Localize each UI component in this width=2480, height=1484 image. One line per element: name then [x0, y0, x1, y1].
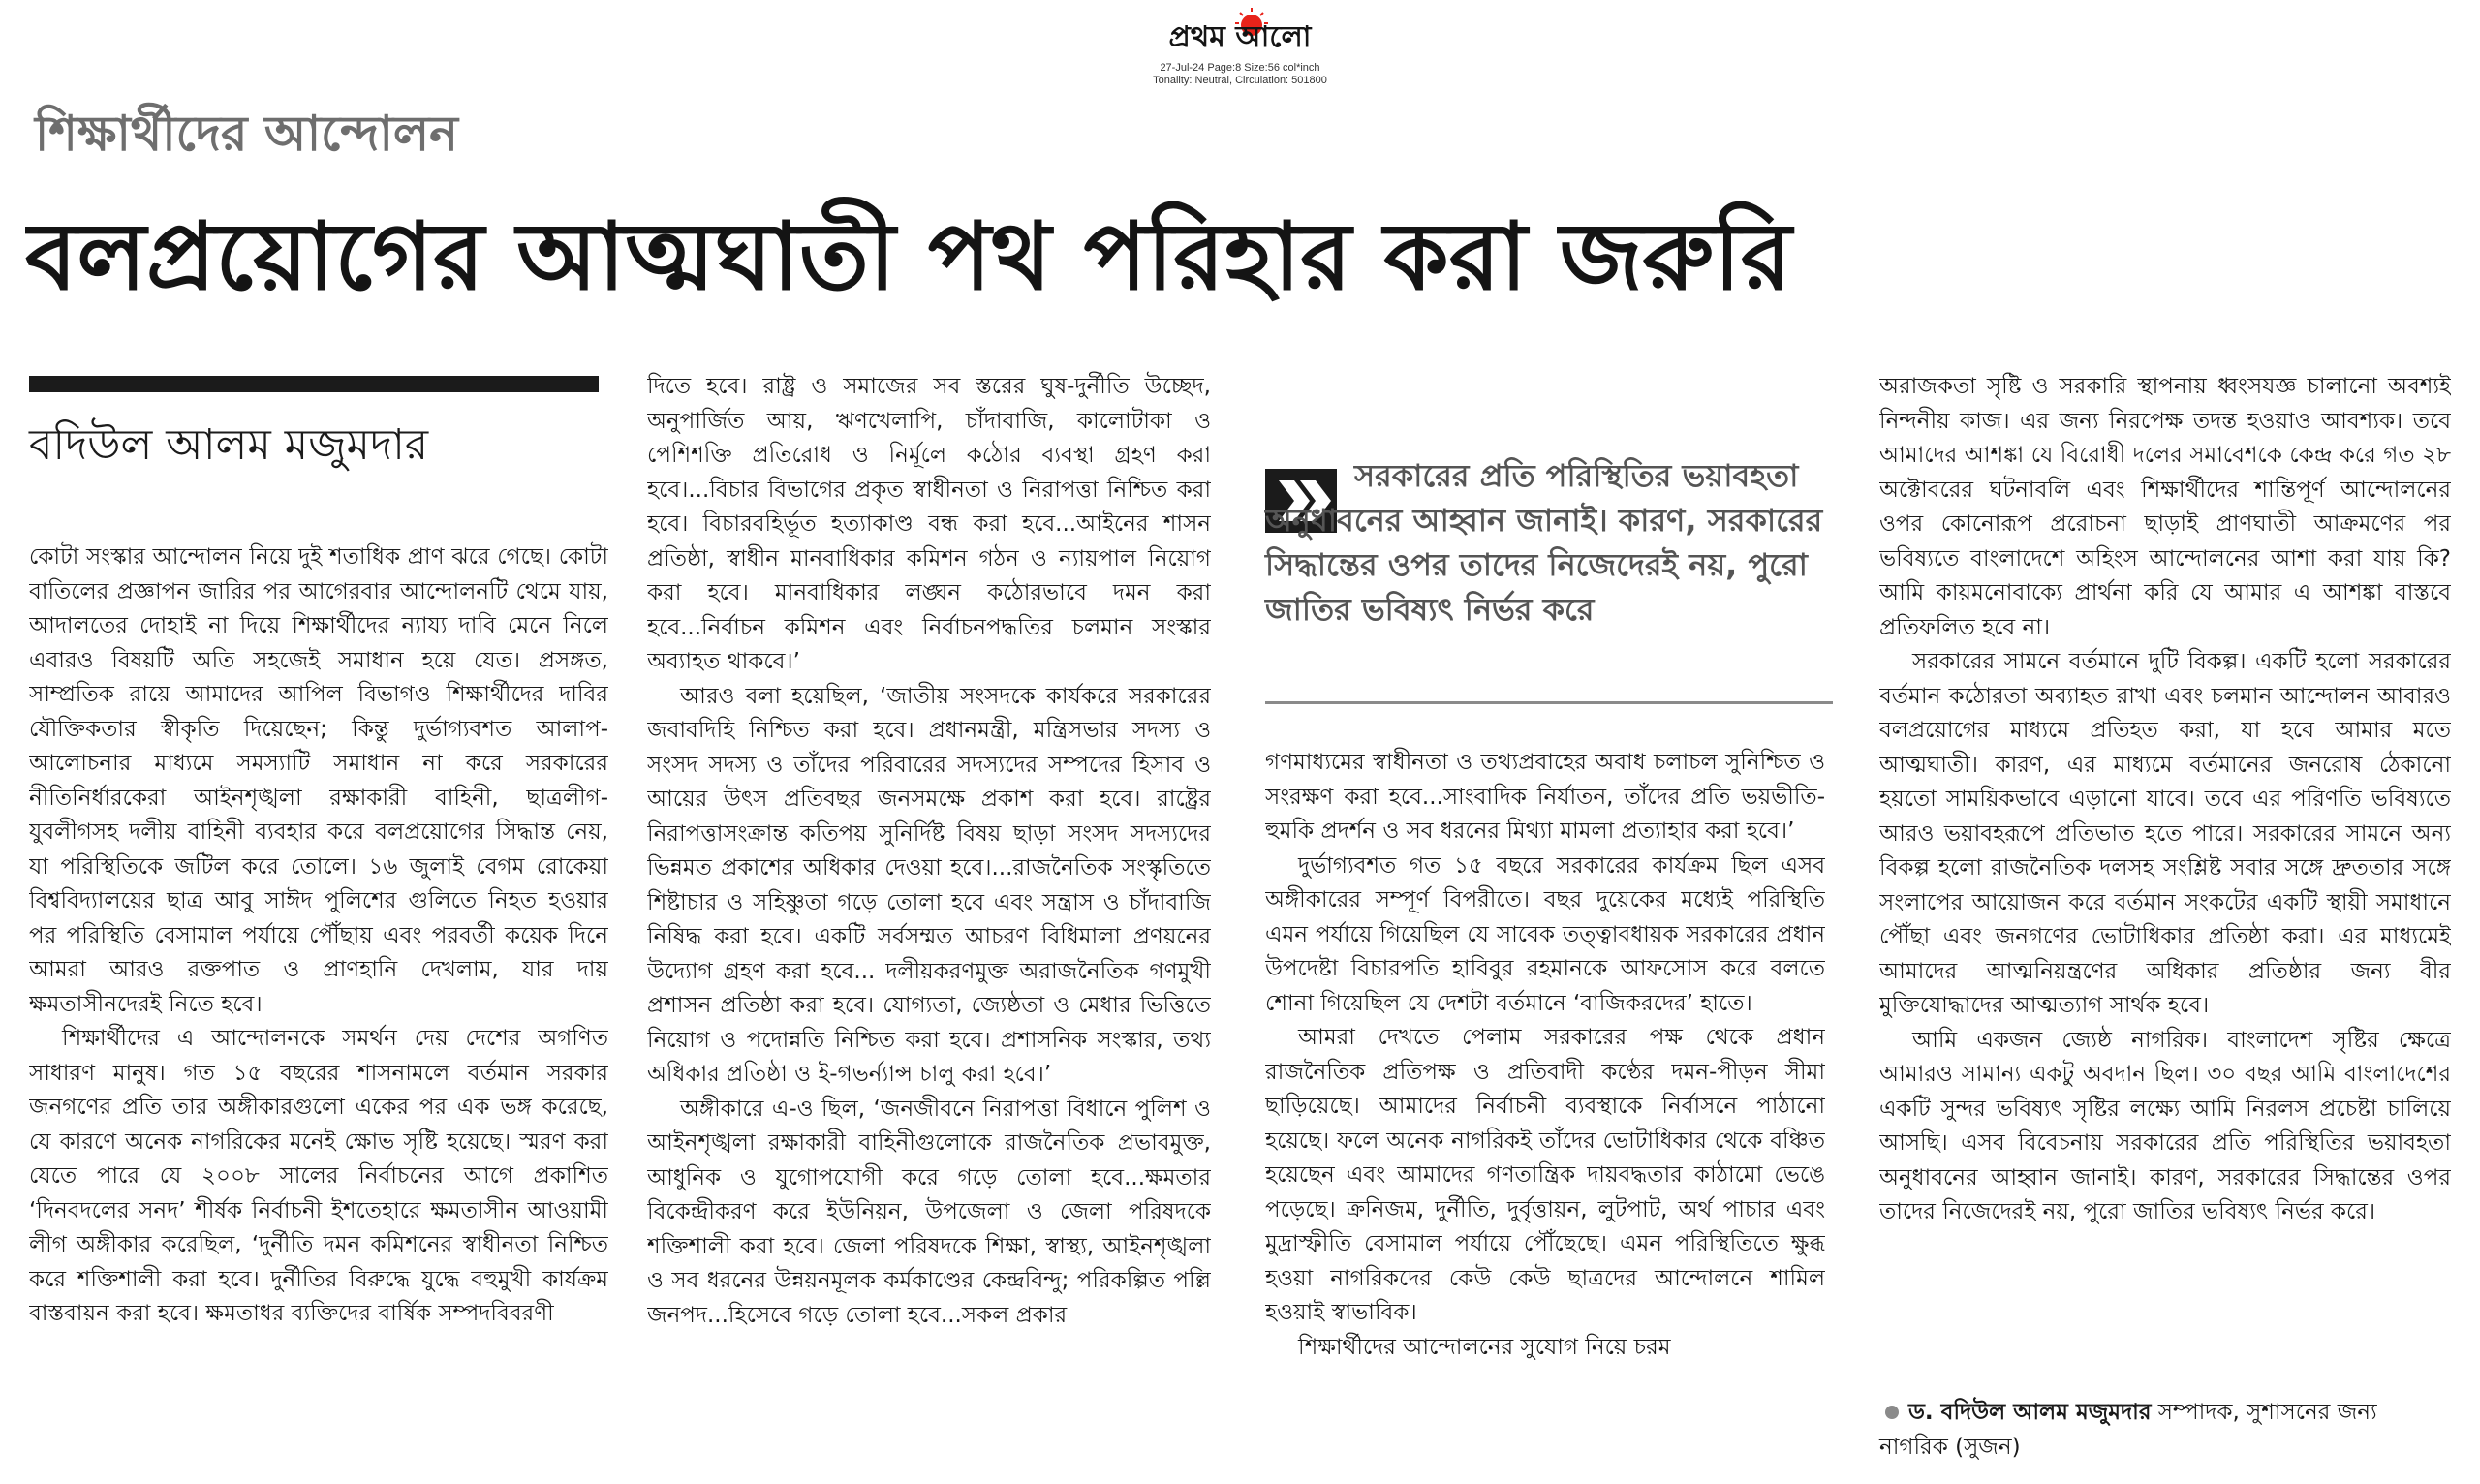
section-kicker: শিক্ষার্থীদের আন্দোলন [35, 106, 458, 162]
clipping-meta: Tonality: Neutral, Circulation: 501800 [1153, 75, 1327, 86]
article-column-3 [1265, 746, 1825, 1474]
paragraph: আমি একজন জ্যেষ্ঠ নাগরিক। বাংলাদেশ সৃষ্টির ক্ষেত্রে আমারও সামান্য একটু অবদান ছিল। ৩০ বছর আমি বাংলাদেশের একটি সুন্দর ভবিষ্যৎ সৃষ্টির লক্ষ্যে আমি নিরলস প্রচেষ্টা চালিয়ে আসছি। এসব বিবেচনায় সরকারের প্রতি পরিস্থিতির ভয়াবহতা অনুধাবনের আহ্বান জানাই। কারণ, সরকারের সিদ্ধান্তের ওপর তাদের নিজেদেরই নয়, পুরো জাতির ভবিষ্যৎ নির্ভর করে। [1879, 1027, 2451, 1224]
paragraph: শিক্ষার্থীদের আন্দোলনের সুযোগ নিয়ে চরম [1298, 1334, 1671, 1360]
article-column-4 [1879, 370, 2451, 1407]
bullet-dot-icon [1885, 1406, 1899, 1419]
byline: বদিউল আলম মজুমদার [29, 420, 429, 470]
author-note [1879, 1395, 2451, 1472]
paragraph: কোটা সংস্কার আন্দোলন নিয়ে দুই শতাধিক প্রাণ ঝরে গেছে। কোটা বাতিলের প্রজ্ঞাপন জারির পর আগেরবার আন্দোলনটি থেমে যায়, আদালতের দোহাই না দিয়ে শিক্ষার্থীদের ন্যায্য দাবি মেনে নিলে এবারও বিষয়টি অতি সহজেই সমাধান হয়ে যেত। প্রসঙ্গত, সাম্প্রতিক রায়ে আমাদের আপিল বিভাগও শিক্ষার্থীদের দাবির যৌক্তিকতার স্বীকৃতি দিয়েছেন; কিন্তু দুর্ভাগ্যবশত আলাপ-আলোচনার মাধ্যমে সমস্যাটি সমাধান না করে সরকারের নীতিনির্ধারকেরা আইনশৃঙ্খলা রক্ষাকারী বাহিনী, ছাত্রলীগ-যুবলীগসহ দলীয় বাহিনী ব্যবহার করে বলপ্রয়োগের সিদ্ধান্ত নেয়, যা পরিস্থিতিকে জটিল করে তোলে। ১৬ জুলাই বেগম রোকেয়া বিশ্ববিদ্যালয়ের ছাত্র আবু সাঈদ পুলিশের গুলিতে নিহত হওয়ার পর পরিস্থিতি বেসামাল পর্যায়ে পৌঁছায় এবং পরবর্তী কয়েক দিনে আমরা আরও রক্তপাত ও প্রাণহানি দেখলাম, যার দায় ক্ষমতাসীনদেরই নিতে হবে। [29, 544, 608, 1017]
article-column-1 [29, 541, 608, 1470]
pull-quote-text: সরকারের প্রতি পরিস্থিতির ভয়াবহতা অনুধাবনের আহ্বান জানাই। কারণ, সরকারের সিদ্ধান্তের ওপর তাদের নিজেদেরই নয়, পুরো জাতির ভবিষ্যৎ নির্ভর করে [1265, 457, 1823, 628]
paragraph: অরাজকতা সৃষ্টি ও সরকারি স্থাপনায় ধ্বংসযজ্ঞ চালানো অবশ্যই নিন্দনীয় কাজ। এর জন্য নিরপেক্ষ তদন্ত হওয়াও আবশ্যক। তবে আমাদের আশঙ্কা যে বিরোধী দলের সমাবেশকে কেন্দ্র করে গত ২৮ অক্টোবরের ঘটনাবলি এবং শিক্ষার্থীদের শান্তিপূর্ণ আন্দোলনের ওপর কোনোরূপ প্ররোচনা ছাড়াই প্রাণঘাতী আক্রমণের পর ভবিষ্যতে বাংলাদেশে অহিংস আন্দোলনের আশা করা যায় কি? আমি কায়মনোবাক্যে প্রার্থনা করি যে আমার এ আশঙ্কা বাস্তবে প্রতিফলিত হবে না। [1879, 374, 2451, 640]
pull-quote-rule [1265, 701, 1833, 704]
author-role: সম্পাদক, সুশাসনের জন্য নাগরিক (সুজন) [1879, 1400, 2377, 1460]
article-column-2 [647, 370, 1211, 1474]
paragraph: গণমাধ্যমের স্বাধীনতা ও তথ্যপ্রবাহের অবাধ চলাচল সুনিশ্চিত ও সংরক্ষণ করা হবে...সাংবাদিক নির্যাতন, তাঁদের প্রতি ভয়ভীতি-হুমকি প্রদর্শন ও সব ধরনের মিথ্যা মামলা প্রত্যাহার করা হবে।’ [1265, 750, 1825, 844]
newspaper-masthead [1066, 4, 1414, 97]
clipping-date: 27-Jul-24 Page:8 Size:56 col*inch [1160, 62, 1320, 74]
prothom-alo-logo [1143, 4, 1337, 58]
author-name: ড. বদিউল আলম মজুমদার [1908, 1400, 2152, 1425]
paragraph: আরও বলা হয়েছিল, ‘জাতীয় সংসদকে কার্যকরে সরকারের জবাবদিহি নিশ্চিত করা হবে। প্রধানমন্ত্রী, মন্ত্রিসভার সদস্য ও সংসদ সদস্য ও তাঁদের পরিবারের সদস্যদের সম্পদের হিসাব ও আয়ের উৎস প্রতিবছর জনসমক্ষে প্রকাশ করা হবে। রাষ্ট্রের নিরাপত্তাসংক্রান্ত কতিপয় সুনির্দিষ্ট বিষয় ছাড়া সংসদ সদস্যদের ভিন্নমত প্রকাশের অধিকার দেওয়া হবে।...রাজনৈতিক সংস্কৃতিতে শিষ্টাচার ও সহিষ্ণুতা গড়ে তোলা হবে এবং সন্ত্রাস ও চাঁদাবাজি নিষিদ্ধ করা হবে। একটি সর্বসম্মত আচরণ বিধিমালা প্রণয়নের উদ্যোগ গ্রহণ করা হবে... দলীয়করণমুক্ত অরাজনৈতিক গণমুখী প্রশাসন প্রতিষ্ঠা করা হবে। যোগ্যতা, জ্যেষ্ঠতা ও মেধার ভিত্তিতে নিয়োগ ও পদোন্নতি নিশ্চিত করা হবে। প্রশাসনিক সংস্কার, তথ্য অধিকার প্রতিষ্ঠা ও ই-গভর্ন্যান্স চালু করা হবে।’ [647, 683, 1211, 1087]
paragraph: শিক্ষার্থীদের এ আন্দোলনকে সমর্থন দেয় দেশের অগণিত সাধারণ মানুষ। গত ১৫ বছরের শাসনামলে বর্তমান সরকার জনগণের প্রতি তার অঙ্গীকারগুলো একের পর এক ভঙ্গ করেছে, যে কারণে অনেক নাগরিকের মনেই ক্ষোভ সৃষ্টি হয়েছে। স্মরণ করা যেতে পারে যে ২০০৮ সালের নির্বাচনের আগে প্রকাশিত ‘দিনবদলের সনদ’ শীর্ষক নির্বাচনী ইশতেহারে ক্ষমতাসীন আওয়ামী লীগ অঙ্গীকার করেছিল, ‘দুর্নীতি দমন কমিশনের স্বাধীনতা নিশ্চিত করে শক্তিশালী করা হবে। দুর্নীতির বিরুদ্ধে যুদ্ধে বহুমুখী কার্যক্রম বাস্তবায়ন করা হবে। ক্ষমতাধর ব্যক্তিদের বার্ষিক সম্পদবিবরণী [29, 1026, 608, 1326]
logo-wordmark: প্রথম আলো [1168, 20, 1312, 54]
headline: বলপ্রয়োগের আত্মঘাতী পথ পরিহার করা জরুরি [25, 202, 1792, 311]
paragraph: অঙ্গীকারে এ-ও ছিল, ‘জনজীবনে নিরাপত্তা বিধানে পুলিশ ও আইনশৃঙ্খলা রক্ষাকারী বাহিনীগুলোকে রাজনৈতিক প্রভাবমুক্ত, আধুনিক ও যুগোপযোগী করে গড়ে তোলা হবে...ক্ষমতার বিকেন্দ্রীকরণ করে ইউনিয়ন, উপজেলা ও জেলা পরিষদকে শক্তিশালী করা হবে। জেলা পরিষদকে শিক্ষা, স্বাস্থ্য, আইনশৃঙ্খলা ও সব ধরনের উন্নয়নমূলক কর্মকাণ্ডের কেন্দ্রবিন্দু; পরিকল্পিত পল্লি জনপদ...হিসেবে গড়ে তোলা হবে...সকল প্রকার [647, 1096, 1211, 1328]
paragraph: দিতে হবে। রাষ্ট্র ও সমাজের সব স্তরের ঘুষ-দুর্নীতি উচ্ছেদ, অনুপার্জিত আয়, ঋণখেলাপি, চাঁদাবাজি, কালোটাকা ও পেশিশক্তি প্রতিরোধ ও নির্মূলে কঠোর ব্যবস্থা গ্রহণ করা হবে।...বিচার বিভাগের প্রকৃত স্বাধীনতা ও নিরাপত্তা নিশ্চিত করা হবে। বিচারবহির্ভূত হত্যাকাণ্ড বন্ধ করা হবে...আইনের শাসন প্রতিষ্ঠা, স্বাধীন মানবাধিকার কমিশন গঠন ও ন্যায়পাল নিয়োগ করা হবে। মানবাধিকার লঙ্ঘন কঠোরভাবে দমন করা হবে...নির্বাচন কমিশন এবং নির্বাচনপদ্ধতির চলমান সংস্কার অব্যাহত থাকবে।’ [647, 374, 1211, 674]
pull-quote [1265, 453, 1827, 696]
paragraph: আমরা দেখতে পেলাম সরকারের পক্ষ থেকে প্রধান রাজনৈতিক প্রতিপক্ষ ও প্রতিবাদী কণ্ঠের দমন-পীড়ন সীমা ছাড়িয়েছে। আমাদের নির্বাচনী ব্যবস্থাকে নির্বাসনে পাঠানো হয়েছে। ফলে অনেক নাগরিকই তাঁদের ভোটাধিকার থেকে বঞ্চিত হয়েছেন এবং আমাদের গণতান্ত্রিক দায়বদ্ধতার কাঠামো ভেঙে পড়েছে। ক্রনিজম, দুর্নীতি, দুর্বৃত্তায়ন, লুটপাট, অর্থ পাচার এবং মুদ্রাস্ফীতি বেসামাল পর্যায়ে পৌঁছেছে। এমন পরিস্থিতিতে ক্ষুব্ধ হওয়া নাগরিকদের কেউ কেউ ছাত্রদের আন্দোলনে শামিল হওয়াই স্বাভাবিক। [1265, 1025, 1825, 1325]
byline-rule [29, 376, 599, 392]
paragraph: সরকারের সামনে বর্তমানে দুটি বিকল্প। একটি হলো সরকারের বর্তমান কঠোরতা অব্যাহত রাখা এবং চলমান আন্দোলন আবারও বলপ্রয়োগের মাধ্যমে প্রতিহত করা, যা হবে আমার মতে আত্মঘাতী। কারণ, এর মাধ্যমে বর্তমানের জনরোষ ঠেকানো হয়তো সাময়িকভাবে এড়ানো যাবে। তবে এর পরিণতি ভবিষ্যতে আরও ভয়াবহরূপে প্রতিভাত হতে পারে। সরকারের সামনে অন্য বিকল্প হলো রাজনৈতিক দলসহ সংশ্লিষ্ট সবার সঙ্গে দ্রুততার সঙ্গে সংলাপের আয়োজন করে বর্তমান সংকটের একটি স্থায়ী সমাধানে পৌঁছা এবং জনগণের ভোটাধিকার প্রতিষ্ঠা করা। এর মাধ্যমেই আমাদের আত্মনিয়ন্ত্রণের অধিকার প্রতিষ্ঠার জন্য বীর মুক্তিযোদ্ধাদের আত্মত্যাগ সার্থক হবে। [1879, 649, 2451, 1018]
paragraph: দুর্ভাগ্যবশত গত ১৫ বছরে সরকারের কার্যক্রম ছিল এসব অঙ্গীকারের সম্পূর্ণ বিপরীতে। বছর দুয়েকের মধ্যেই পরিস্থিতি এমন পর্যায়ে গিয়েছিল যে সাবেক তত্ত্বাবধায়ক সরকারের প্রধান উপদেষ্টা বিচারপতি হাবিবুর রহমানকে আফসোস করে বলতে শোনা গিয়েছিল যে দেশটা বর্তমানে ‘বাজিকরদের’ হাতে। [1265, 852, 1825, 1016]
